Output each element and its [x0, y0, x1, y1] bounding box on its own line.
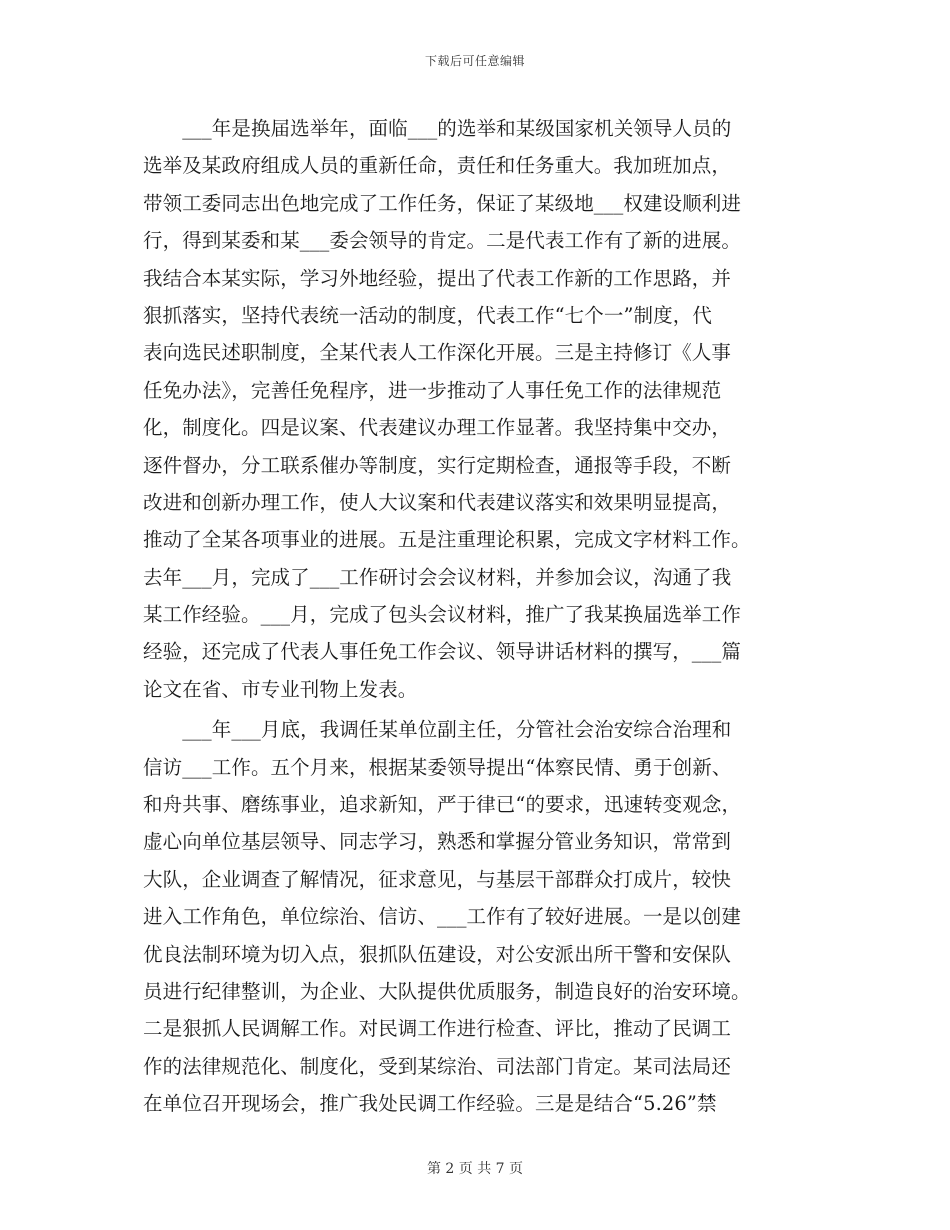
- text-line: 作的法律规范化、制度化，受到某综治、司法部门肯定。某司法局还: [143, 1054, 732, 1078]
- text-line: 进入工作角色，单位综治、信访、___工作有了较好进展。一是以创建: [143, 905, 741, 929]
- text-line: 推动了全某各项事业的进展。五是注重理论积累，完成文字材料工作。: [143, 528, 751, 552]
- text-line: 行，得到某委和某___委会领导的肯定。二是代表工作有了新的进展。: [143, 229, 741, 253]
- text-line: 逐件督办，分工联系催办等制度，实行定期检查，通报等手段，不断: [143, 453, 732, 477]
- text-line: 某工作经验。___月，完成了包头会议材料，推广了我某换届选举工作: [143, 603, 741, 627]
- paragraph-2: [143, 711, 811, 1122]
- text-line: 员进行纪律整训，为企业、大队提供优质服务，制造良好的治安环境。: [143, 979, 751, 1003]
- page-header-note: 下载后可任意编辑: [424, 54, 525, 68]
- text-line: 我结合本某实际，学习外地经验，提出了代表工作新的工作思路，并: [143, 266, 732, 290]
- text-line: 表向选民述职制度，全某代表人工作深化开展。三是主持修订《人事: [143, 341, 732, 365]
- text-line: 带领工委同志出色地完成了工作任务，保证了某级地___权建设顺利进: [143, 191, 741, 215]
- text-line: 任免办法》，完善任免程序，进一步推动了人事任免工作的法律规范: [143, 378, 722, 402]
- text-line: 虚心向单位基层领导、同志学习，熟悉和掌握分管业务知识，常常到: [143, 830, 732, 854]
- document-body: [143, 110, 811, 1123]
- text-line: 选举及某政府组成人员的重新任命，责任和任务重大。我加班加点，: [143, 154, 732, 178]
- text-line: 二是狠抓人民调解工作。对民调工作进行检查、评比，推动了民调工: [143, 1017, 732, 1041]
- text-line: 信访___工作。五个月来，根据某委领导提出“体察民情、勇于创新、: [143, 755, 732, 779]
- text-line: 改进和创新办理工作，使人大议案和代表建议落实和效果明显提高，: [143, 490, 732, 514]
- text-line: 大队，企业调查了解情况，征求意见，与基层干部群众打成片，较快: [143, 867, 732, 891]
- paragraph-1: [143, 110, 811, 708]
- text-line: 优良法制环境为切入点，狠抓队伍建设，对公安派出所干警和安保队: [143, 942, 732, 966]
- text-line: 经验，还完成了代表人事任免工作会议、领导讲话材料的撰写，___篇: [143, 640, 741, 664]
- text-line: 狠抓落实，坚持代表统一活动的制度，代表工作“七个一”制度，代: [143, 303, 712, 327]
- text-line: 和舟共事、磨练事业，追求新知，严于律已“的要求，迅速转变观念，: [143, 793, 742, 817]
- page-number: 第 2 页 共 7 页: [426, 1161, 524, 1177]
- text-line: 在单位召开现场会，推广我处民调工作经验。三是是结合“5.26”禁: [143, 1092, 717, 1116]
- text-line: 去年___月，完成了___工作研讨会会议材料，并参加会议，沟通了我: [143, 565, 732, 589]
- text-line: 化，制度化。四是议案、代表建议办理工作显著。我坚持集中交办，: [143, 416, 732, 440]
- text-line: ___年___月底，我调任某单位副主任，分管社会治安综合治理和: [143, 718, 732, 742]
- text-line: 论文在省、市专业刊物上发表。: [143, 677, 418, 701]
- text-line: ___年是换届选举年，面临___的选举和某级国家机关领导人员的: [143, 117, 732, 140]
